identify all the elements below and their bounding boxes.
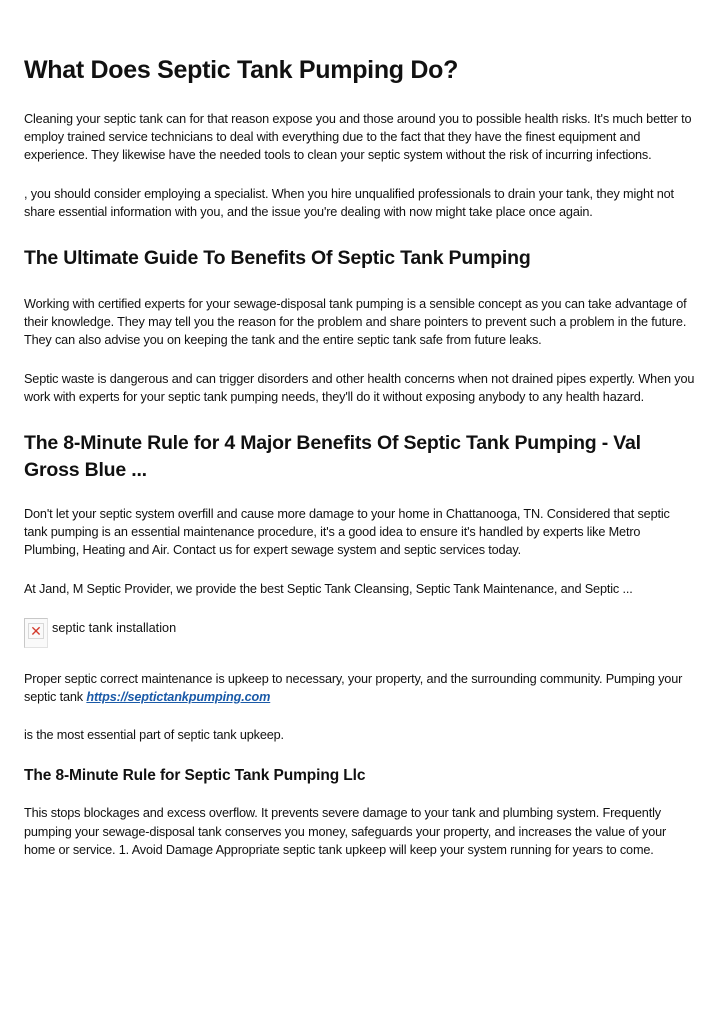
link-paragraph — [24, 670, 696, 706]
image-alt-text: septic tank installation — [52, 620, 177, 635]
septic-image — [24, 618, 696, 648]
section2-paragraph-2: At Jand, M Septic Provider, we provide the best Septic Tank Cleansing, Septic Tank Maintenance, and Septic ... — [24, 581, 633, 596]
intro-paragraph-1: Cleaning your septic tank can for that reason expose you and those around you to possible health risks. It's much better to employ trained service technicians to deal with everything due to the fact that they have the finest equipment and experience. They likewise have the needed tools to clean your septic system without the risk of incurring infections. — [24, 112, 692, 163]
section-heading-8-minute-rule-llc: The 8-Minute Rule for Septic Tank Pumping Llc — [24, 767, 366, 785]
section1-paragraph-1: Working with certified experts for your sewage-disposal tank pumping is a sensible concept as you can take advantage of their knowledge. They may tell you the reason for the problem and share pointers to prevent such a problem in the future. They can also advise you on keeping the tank and the entire septic tank safe from future leaks. — [24, 297, 687, 348]
section1-paragraph-2: Septic waste is dangerous and can trigger disorders and other health concerns when not drained pipes expertly. When you work with experts for your septic tank pumping needs, they'll do it without exposing anybody to any health hazard. — [24, 371, 695, 404]
broken-image-icon — [24, 618, 48, 648]
section3-paragraph-1: This stops blockages and excess overflow. It prevents severe damage to your tank and plumbing system. Frequently pumping your sewage-disposal tank conserves you money, safeguards your property, and increases the value of your home or service. 1. Avoid Damage Appropriate septic tank upkeep will keep your system running for years to come. — [24, 806, 667, 857]
section-heading-ultimate-guide: The Ultimate Guide To Benefits Of Septic Tank Pumping — [24, 247, 531, 270]
close-x-icon: ✕ — [28, 623, 44, 639]
intro-paragraph-2: , you should consider employing a specialist. When you hire unqualified professionals to drain your tank, they might not share essential information with you, and the issue you're dealing with now might take place once again. — [24, 186, 674, 219]
septic-tank-pumping-link[interactable]: https://septictankpumping.com — [86, 690, 271, 705]
link-paragraph-text: Proper septic correct maintenance is upkeep to necessary, your property, and the surrounding community. Pumping your septic tank — [24, 671, 683, 705]
after-link-paragraph: is the most essential part of septic tank upkeep. — [24, 728, 284, 743]
section-heading-8-minute-rule-benefits: The 8-Minute Rule for 4 Major Benefits Of Septic Tank Pumping - Val Gross Blue ... — [24, 432, 641, 482]
page-title: What Does Septic Tank Pumping Do? — [24, 56, 459, 84]
section2-paragraph-1: Don't let your septic system overfill and cause more damage to your home in Chattanooga, TN. Considered that septic tank pumping is an essential maintenance procedure, it's a good idea to ensure it's handled by experts like Metro Plumbing, Heating and Air. Contact us for expert sewage system and septic services today. — [24, 507, 670, 558]
